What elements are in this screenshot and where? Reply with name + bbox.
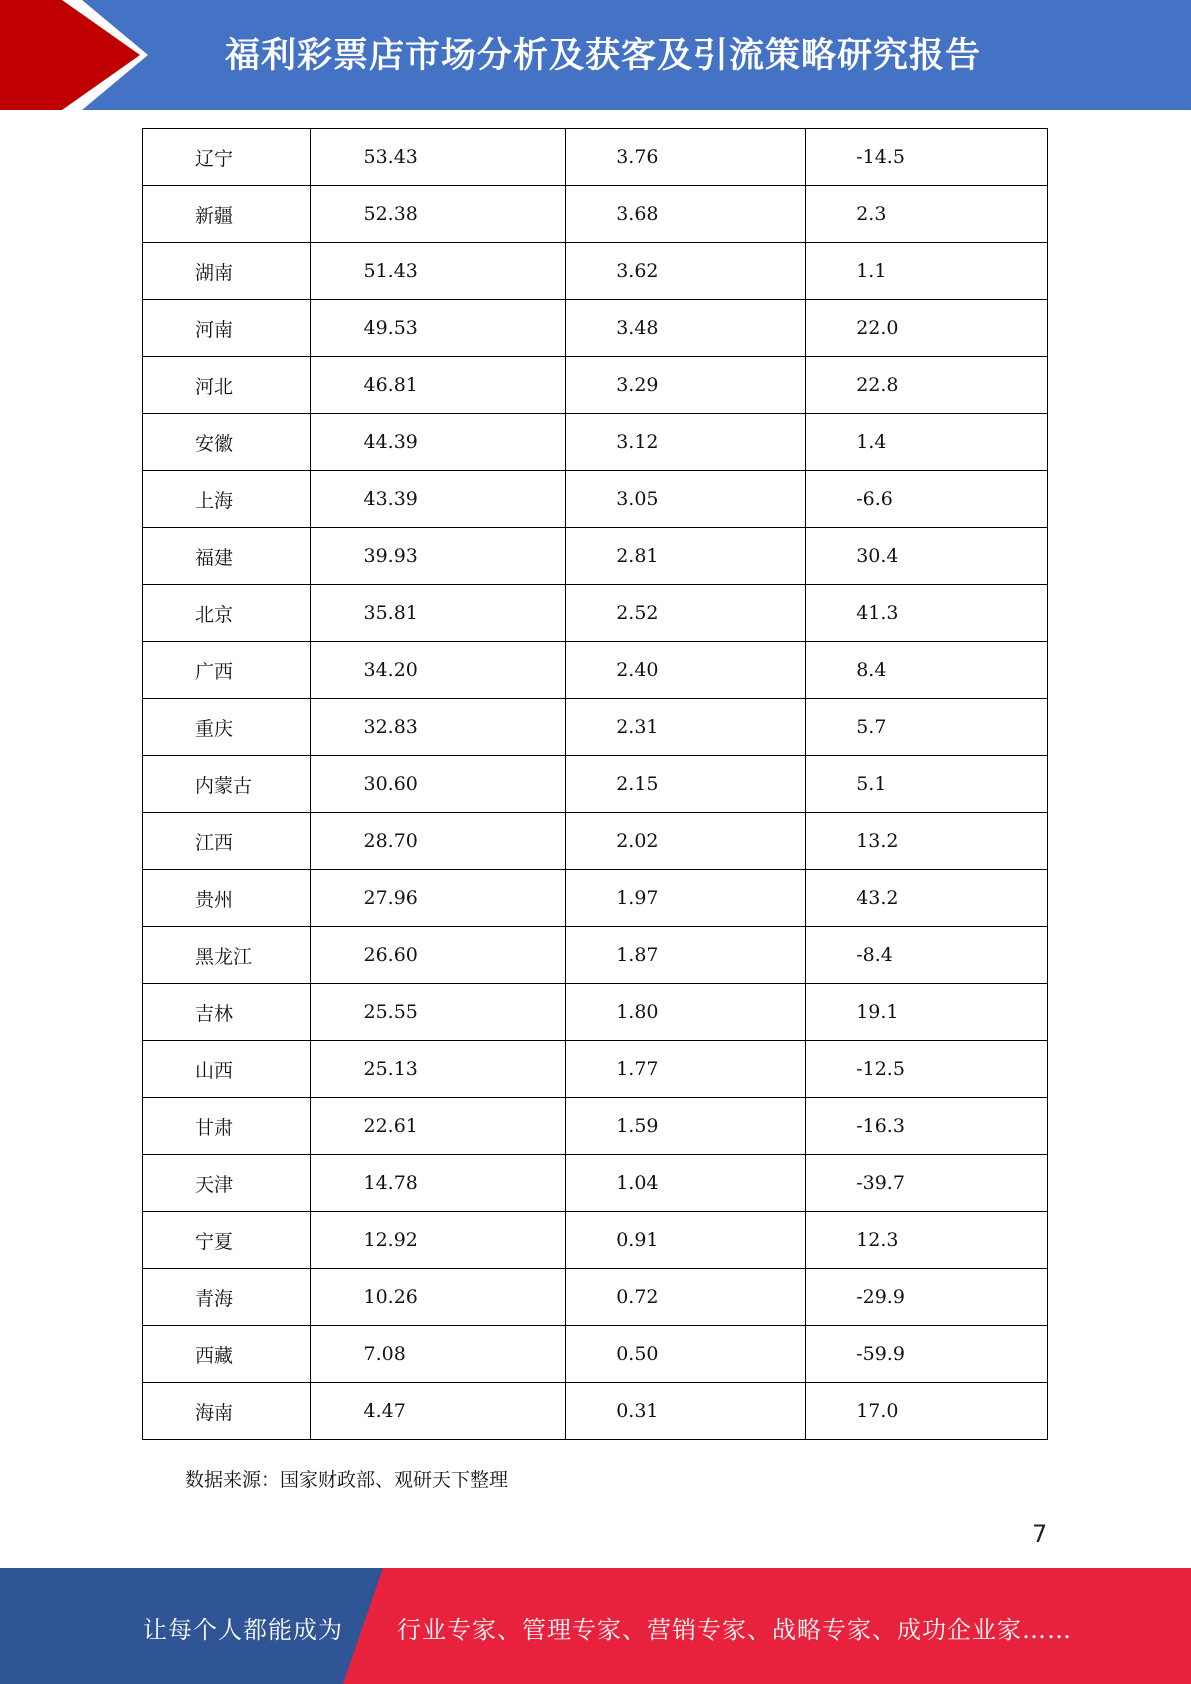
region-cell: 福建	[143, 528, 311, 585]
growth-cell: -59.9	[806, 1326, 1048, 1383]
share-cell: 1.87	[566, 927, 806, 984]
footer-slogan-left: 让每个人都能成为	[143, 1616, 343, 1644]
header-arrow-decoration	[0, 0, 160, 110]
region-cell: 江西	[143, 813, 311, 870]
share-cell: 0.91	[566, 1212, 806, 1269]
growth-cell: 41.3	[806, 585, 1048, 642]
share-cell: 3.12	[566, 414, 806, 471]
region-cell: 河南	[143, 300, 311, 357]
growth-cell: -12.5	[806, 1041, 1048, 1098]
value-cell: 46.81	[311, 357, 566, 414]
value-cell: 52.38	[311, 186, 566, 243]
value-cell: 32.83	[311, 699, 566, 756]
value-cell: 35.81	[311, 585, 566, 642]
region-cell: 北京	[143, 585, 311, 642]
growth-cell: 12.3	[806, 1212, 1048, 1269]
table-row	[143, 870, 1048, 927]
region-cell: 西藏	[143, 1326, 311, 1383]
region-cell: 山西	[143, 1041, 311, 1098]
share-cell: 0.72	[566, 1269, 806, 1326]
table-row	[143, 414, 1048, 471]
value-cell: 12.92	[311, 1212, 566, 1269]
value-cell: 43.39	[311, 471, 566, 528]
growth-cell: -29.9	[806, 1269, 1048, 1326]
share-cell: 3.68	[566, 186, 806, 243]
value-cell: 7.08	[311, 1326, 566, 1383]
value-cell: 4.47	[311, 1383, 566, 1440]
table-row	[143, 756, 1048, 813]
region-cell: 内蒙古	[143, 756, 311, 813]
value-cell: 39.93	[311, 528, 566, 585]
value-cell: 30.60	[311, 756, 566, 813]
table-row	[143, 1155, 1048, 1212]
region-cell: 上海	[143, 471, 311, 528]
share-cell: 1.97	[566, 870, 806, 927]
region-cell: 安徽	[143, 414, 311, 471]
growth-cell: 22.0	[806, 300, 1048, 357]
table-row	[143, 1269, 1048, 1326]
table-row	[143, 699, 1048, 756]
region-cell: 河北	[143, 357, 311, 414]
region-cell: 海南	[143, 1383, 311, 1440]
region-cell: 黑龙江	[143, 927, 311, 984]
region-cell: 新疆	[143, 186, 311, 243]
region-cell: 甘肃	[143, 1098, 311, 1155]
growth-cell: 30.4	[806, 528, 1048, 585]
page-header	[0, 0, 1191, 110]
share-cell: 2.52	[566, 585, 806, 642]
share-cell: 3.62	[566, 243, 806, 300]
growth-cell: -39.7	[806, 1155, 1048, 1212]
value-cell: 10.26	[311, 1269, 566, 1326]
table-row	[143, 129, 1048, 186]
value-cell: 22.61	[311, 1098, 566, 1155]
share-cell: 1.77	[566, 1041, 806, 1098]
growth-cell: -8.4	[806, 927, 1048, 984]
value-cell: 27.96	[311, 870, 566, 927]
table-row	[143, 528, 1048, 585]
growth-cell: -14.5	[806, 129, 1048, 186]
table-row	[143, 357, 1048, 414]
data-table	[142, 128, 1048, 1440]
growth-cell: 2.3	[806, 186, 1048, 243]
growth-cell: 1.4	[806, 414, 1048, 471]
region-cell: 重庆	[143, 699, 311, 756]
region-cell: 宁夏	[143, 1212, 311, 1269]
table-row	[143, 984, 1048, 1041]
value-cell: 25.13	[311, 1041, 566, 1098]
page-number: 7	[1032, 1520, 1048, 1548]
growth-cell: -16.3	[806, 1098, 1048, 1155]
table-row	[143, 243, 1048, 300]
table-row	[143, 585, 1048, 642]
table-row	[143, 927, 1048, 984]
growth-cell: -6.6	[806, 471, 1048, 528]
growth-cell: 19.1	[806, 984, 1048, 1041]
region-cell: 贵州	[143, 870, 311, 927]
share-cell: 1.59	[566, 1098, 806, 1155]
share-cell: 3.05	[566, 471, 806, 528]
region-cell: 广西	[143, 642, 311, 699]
table-row	[143, 813, 1048, 870]
region-cell: 吉林	[143, 984, 311, 1041]
value-cell: 53.43	[311, 129, 566, 186]
footer-slogan-right: 行业专家、管理专家、营销专家、战略专家、成功企业家……	[397, 1616, 1072, 1644]
share-cell: 2.81	[566, 528, 806, 585]
value-cell: 51.43	[311, 243, 566, 300]
share-cell: 2.02	[566, 813, 806, 870]
table-row	[143, 1098, 1048, 1155]
table-row	[143, 300, 1048, 357]
growth-cell: 5.1	[806, 756, 1048, 813]
region-cell: 天津	[143, 1155, 311, 1212]
growth-cell: 43.2	[806, 870, 1048, 927]
share-cell: 0.50	[566, 1326, 806, 1383]
value-cell: 25.55	[311, 984, 566, 1041]
value-cell: 28.70	[311, 813, 566, 870]
value-cell: 34.20	[311, 642, 566, 699]
value-cell: 26.60	[311, 927, 566, 984]
table-body	[143, 129, 1048, 1440]
report-title: 福利彩票店市场分析及获客及引流策略研究报告	[225, 36, 982, 76]
value-cell: 14.78	[311, 1155, 566, 1212]
growth-cell: 17.0	[806, 1383, 1048, 1440]
table-row	[143, 471, 1048, 528]
growth-cell: 13.2	[806, 813, 1048, 870]
region-cell: 辽宁	[143, 129, 311, 186]
share-cell: 1.80	[566, 984, 806, 1041]
share-cell: 3.76	[566, 129, 806, 186]
region-cell: 青海	[143, 1269, 311, 1326]
table-row	[143, 186, 1048, 243]
growth-cell: 8.4	[806, 642, 1048, 699]
growth-cell: 1.1	[806, 243, 1048, 300]
share-cell: 1.04	[566, 1155, 806, 1212]
share-cell: 2.31	[566, 699, 806, 756]
value-cell: 49.53	[311, 300, 566, 357]
table-row	[143, 1326, 1048, 1383]
share-cell: 2.15	[566, 756, 806, 813]
share-cell: 3.48	[566, 300, 806, 357]
growth-cell: 5.7	[806, 699, 1048, 756]
table-row	[143, 1212, 1048, 1269]
value-cell: 44.39	[311, 414, 566, 471]
share-cell: 0.31	[566, 1383, 806, 1440]
growth-cell: 22.8	[806, 357, 1048, 414]
data-source-note: 数据来源：国家财政部、观研天下整理	[185, 1469, 509, 1491]
share-cell: 2.40	[566, 642, 806, 699]
table-row	[143, 642, 1048, 699]
table-row	[143, 1041, 1048, 1098]
share-cell: 3.29	[566, 357, 806, 414]
table-row	[143, 1383, 1048, 1440]
page-footer	[0, 1568, 1191, 1684]
region-cell: 湖南	[143, 243, 311, 300]
